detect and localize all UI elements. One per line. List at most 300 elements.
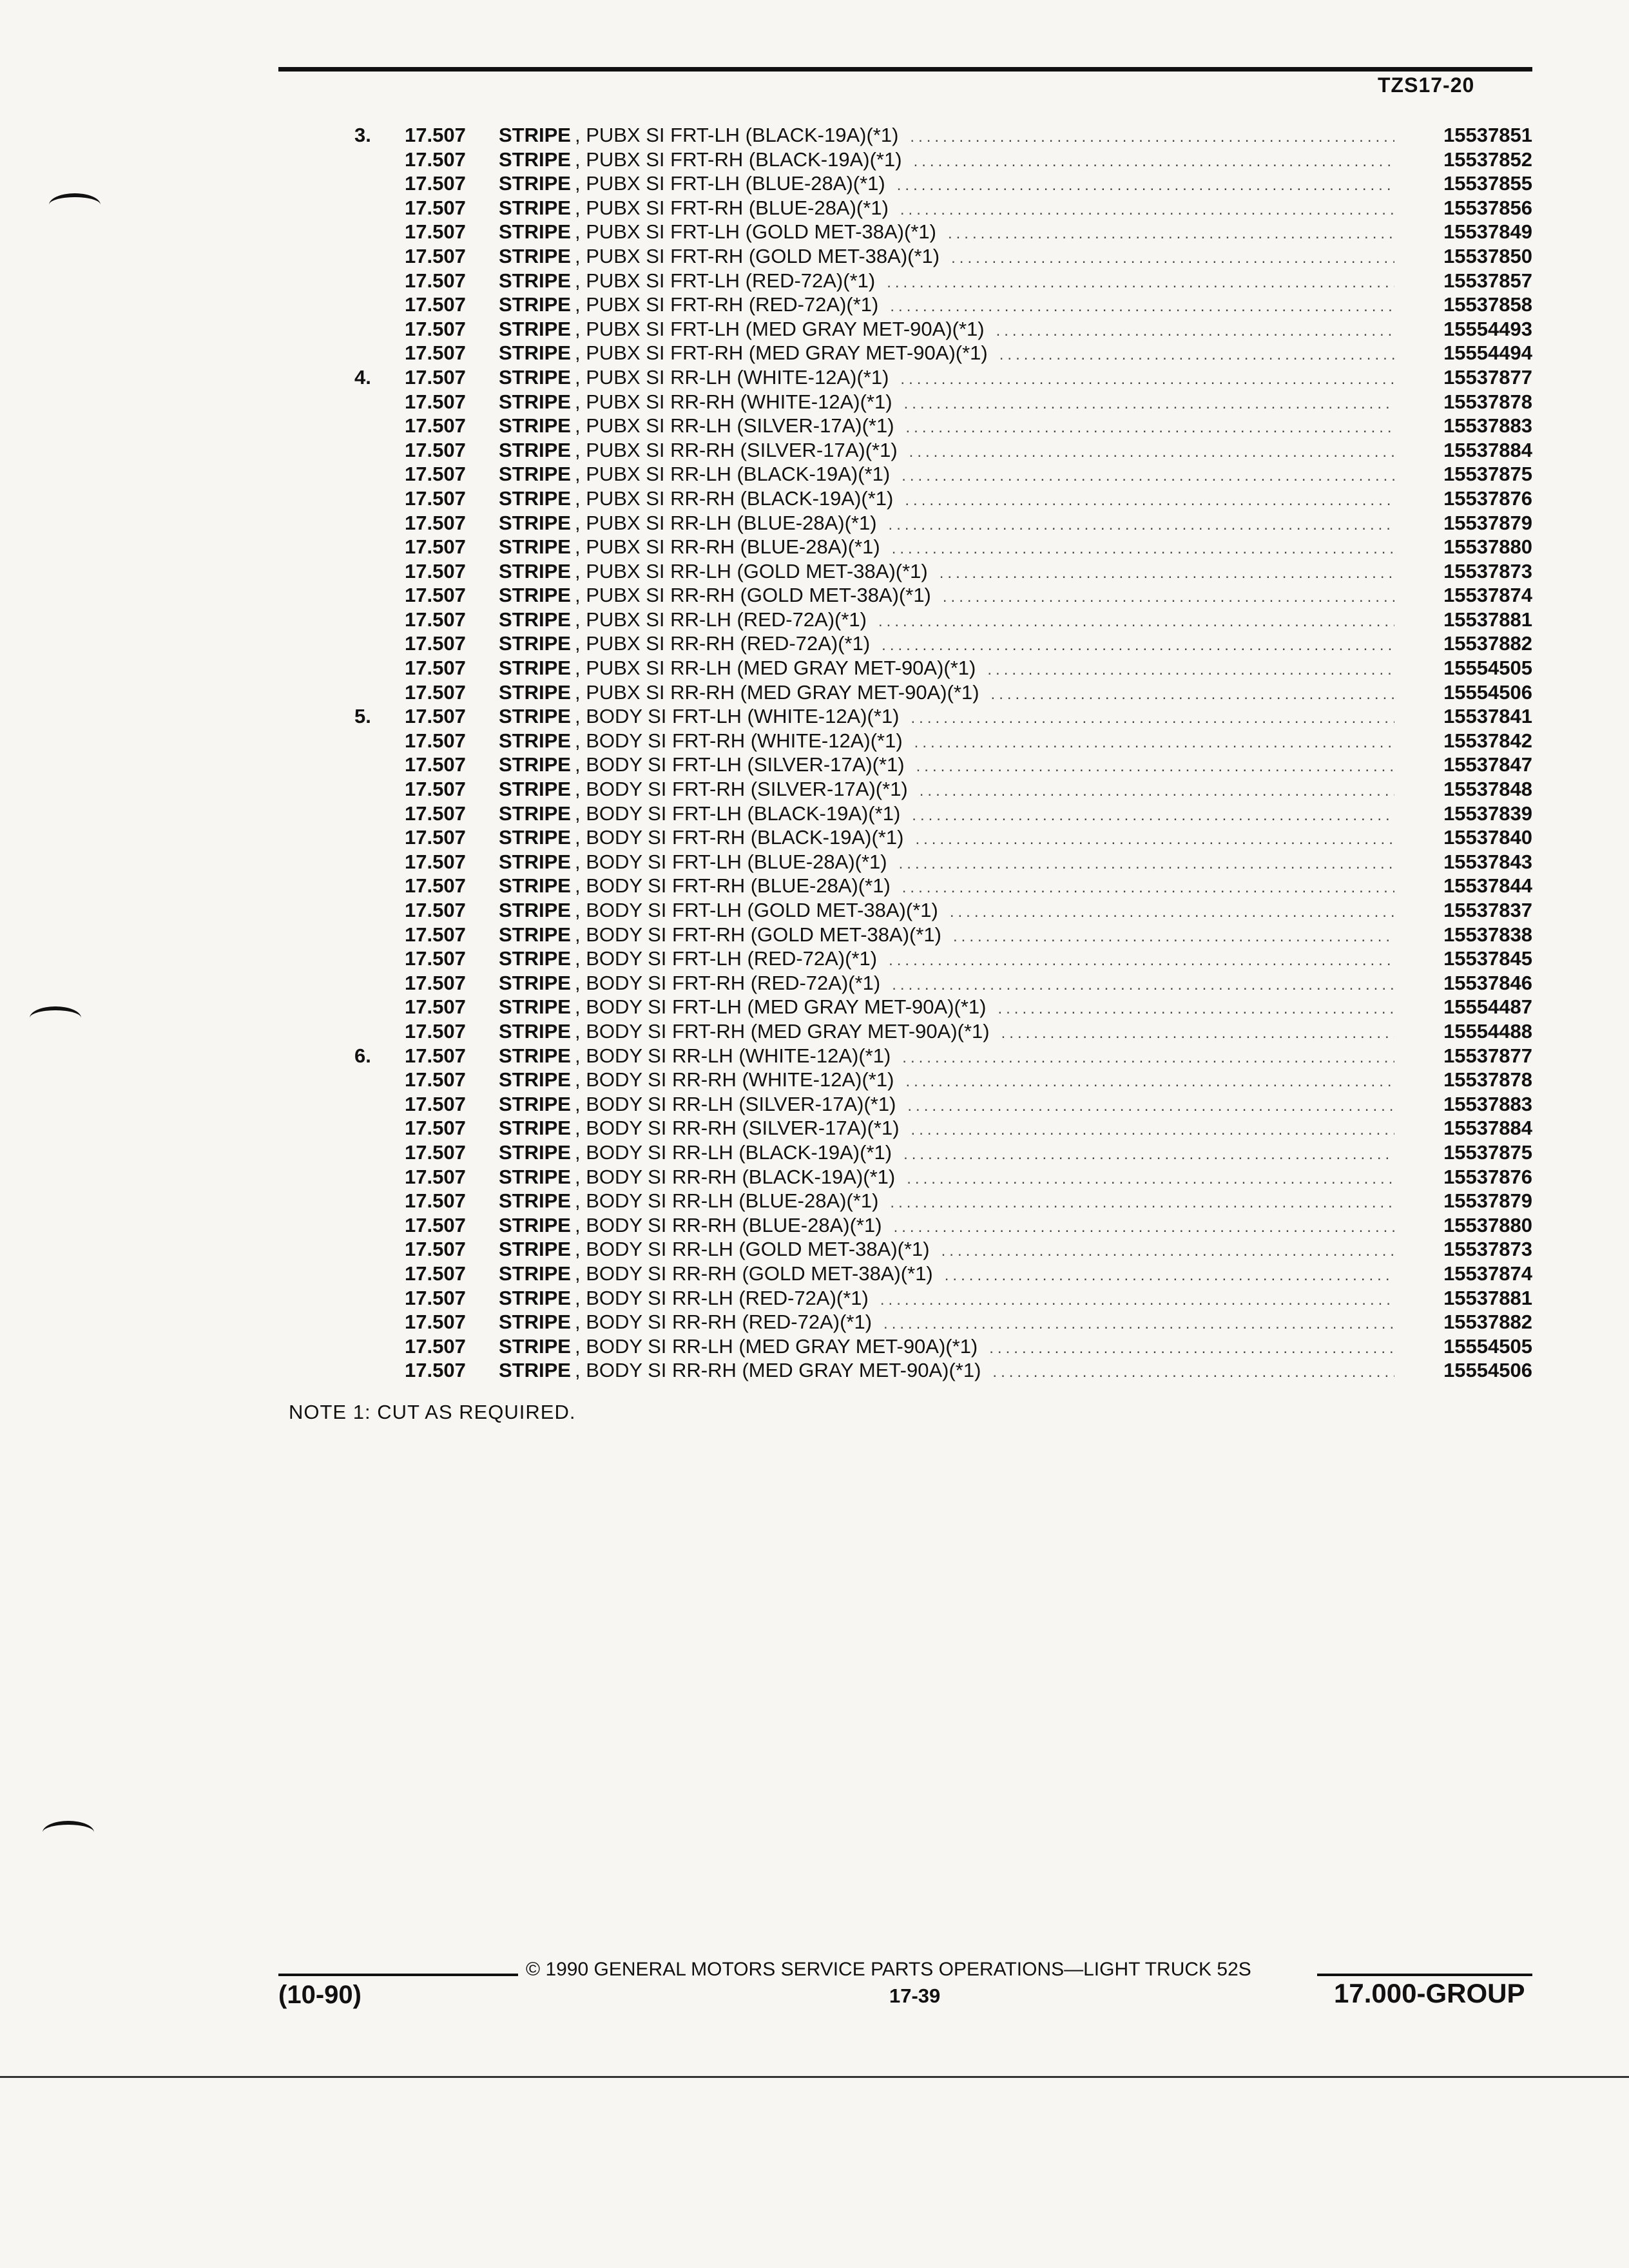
dot-leader [907,1097,1394,1115]
part-row [354,1044,1532,1069]
footer-rule-left [278,1974,518,1976]
part-name: STRIPE [499,1019,571,1043]
group-number: 17.507 [405,1311,466,1334]
part-name: STRIPE [499,778,571,801]
dot-leader [940,564,1394,582]
part-row [354,1335,1532,1360]
part-description: , BODY SI RR-LH (GOLD MET-38A)(*1) [574,1238,930,1261]
part-row [354,1311,1532,1335]
part-row [354,995,1532,1020]
dot-leader [914,734,1394,752]
part-description: , BODY SI FRT-RH (BLACK-19A)(*1) [574,826,904,849]
dot-leader [910,128,1394,146]
part-description: , BODY SI FRT-LH (SILVER-17A)(*1) [574,753,905,776]
part-name: STRIPE [499,923,571,946]
part-number: 15537875 [1443,1140,1532,1164]
part-row [354,1359,1532,1383]
part-description: , PUBX SI RR-RH (WHITE-12A)(*1) [574,390,892,413]
part-name: STRIPE [499,390,571,413]
part-name: STRIPE [499,1068,571,1091]
part-name: STRIPE [499,850,571,873]
dot-leader [901,467,1394,485]
part-row [354,753,1532,778]
part-number: 15537884 [1443,438,1532,461]
group-number: 17.507 [405,269,466,292]
dot-leader [897,177,1394,195]
part-description: , PUBX SI FRT-RH (MED GRAY MET-90A)(*1) [574,341,988,365]
dot-leader [882,637,1394,655]
part-row [354,632,1532,657]
part-description: , BODY SI FRT-LH (BLUE-28A)(*1) [574,850,887,873]
group-number: 17.507 [405,680,466,704]
group-number: 17.507 [405,1359,466,1382]
footer-copyright: © 1990 GENERAL MOTORS SERVICE PARTS OPERATIONS—LIGHT TRUCK 52S [526,1959,1251,1980]
part-description: , PUBX SI RR-LH (WHITE-12A)(*1) [574,365,889,389]
part-row [354,681,1532,706]
part-description: , PUBX SI FRT-LH (MED GRAY MET-90A)(*1) [574,317,985,340]
part-row [354,245,1532,269]
dot-leader [945,1267,1394,1285]
part-name: STRIPE [499,172,571,195]
part-name: STRIPE [499,486,571,510]
group-number: 17.507 [405,874,466,898]
part-name: STRIPE [499,196,571,219]
dot-leader [883,1315,1394,1333]
part-description: , PUBX SI FRT-RH (RED-72A)(*1) [574,293,879,316]
margin-mark [43,1821,94,1844]
group-number: 17.507 [405,341,466,365]
part-description: , BODY SI RR-LH (BLUE-28A)(*1) [574,1189,879,1213]
part-row [354,972,1532,996]
part-name: STRIPE [499,802,571,825]
dot-leader [907,1170,1394,1188]
group-number: 17.507 [405,802,466,825]
dot-leader [887,274,1394,292]
part-number: 15537855 [1443,172,1532,195]
part-name: STRIPE [499,124,571,146]
part-row [354,463,1532,487]
group-number: 17.507 [405,778,466,801]
part-row [354,366,1532,390]
part-description: , BODY SI FRT-LH (BLACK-19A)(*1) [574,802,901,825]
part-number: 15537881 [1443,608,1532,631]
part-row [354,1117,1532,1141]
part-row [354,535,1532,560]
figure-number: 5. [354,705,371,728]
part-description: , PUBX SI FRT-RH (GOLD MET-38A)(*1) [574,244,940,267]
group-number: 17.507 [405,1117,466,1140]
margin-mark [49,193,101,216]
part-row [354,293,1532,318]
part-number: 15537876 [1443,1165,1532,1188]
part-row [354,220,1532,245]
part-row [354,826,1532,850]
dot-leader [905,492,1394,510]
part-number: 15537873 [1443,1238,1532,1261]
part-name: STRIPE [499,463,571,486]
part-name: STRIPE [499,293,571,316]
part-row [354,657,1532,681]
footnote: NOTE 1: CUT AS REQUIRED. [289,1401,576,1423]
part-number: 15537874 [1443,1262,1532,1285]
group-number: 17.507 [405,657,466,680]
part-row [354,172,1532,197]
group-number: 17.507 [405,1213,466,1236]
part-description: , PUBX SI RR-RH (RED-72A)(*1) [574,632,871,655]
group-number: 17.507 [405,148,466,171]
part-description: , PUBX SI RR-RH (SILVER-17A)(*1) [574,438,898,461]
group-number: 17.507 [405,486,466,510]
part-number: 15537880 [1443,1213,1532,1236]
margin-mark [30,1006,81,1030]
part-number: 15537850 [1443,244,1532,267]
dot-leader [992,1363,1394,1381]
dot-leader [998,1000,1394,1018]
part-description: , PUBX SI RR-LH (SILVER-17A)(*1) [574,414,894,437]
group-number: 17.507 [405,1286,466,1309]
part-description: , PUBX SI FRT-LH (GOLD MET-38A)(*1) [574,220,936,244]
part-name: STRIPE [499,1262,571,1285]
part-row [354,584,1532,608]
group-number: 17.507 [405,463,466,486]
document-code: TZS17-20 [1378,73,1475,97]
part-row [354,439,1532,463]
dot-leader [920,782,1394,800]
part-description: , BODY SI RR-RH (BLUE-28A)(*1) [574,1213,882,1236]
part-row [354,197,1532,221]
part-row [354,729,1532,754]
part-number: 15537839 [1443,802,1532,825]
group-number: 17.507 [405,1165,466,1188]
part-row [354,1020,1532,1044]
group-number: 17.507 [405,1140,466,1164]
part-description: , BODY SI FRT-LH (GOLD MET-38A)(*1) [574,899,938,921]
dot-leader [902,879,1394,897]
part-name: STRIPE [499,1092,571,1115]
part-description: , PUBX SI RR-LH (RED-72A)(*1) [574,608,867,631]
dot-leader [999,346,1394,364]
part-number: 15537883 [1443,414,1532,437]
part-name: STRIPE [499,657,571,680]
part-description: , BODY SI FRT-LH (RED-72A)(*1) [574,947,878,970]
part-number: 15537879 [1443,511,1532,534]
dot-leader [903,1146,1394,1164]
part-description: , PUBX SI FRT-LH (RED-72A)(*1) [574,269,876,292]
part-name: STRIPE [499,1189,571,1213]
part-number: 15537848 [1443,778,1532,801]
part-description: , PUBX SI RR-RH (BLACK-19A)(*1) [574,486,894,510]
part-number: 15537838 [1443,923,1532,946]
part-description: , PUBX SI FRT-RH (BLACK-19A)(*1) [574,148,902,171]
dot-leader [894,1218,1394,1236]
part-name: STRIPE [499,826,571,849]
part-number: 15537878 [1443,390,1532,413]
part-row [354,390,1532,415]
part-description: , BODY SI FRT-LH (WHITE-12A)(*1) [574,705,900,728]
part-row [354,947,1532,972]
group-number: 17.507 [405,559,466,582]
part-number: 15537841 [1443,705,1532,728]
part-number: 15554488 [1443,1019,1532,1043]
part-description: , BODY SI RR-LH (BLACK-19A)(*1) [574,1140,892,1164]
part-number: 15554506 [1443,1359,1532,1382]
part-name: STRIPE [499,1334,571,1358]
part-row [354,124,1532,148]
dot-leader [916,758,1394,776]
part-description: , PUBX SI RR-RH (BLUE-28A)(*1) [574,535,880,559]
part-number: 15537884 [1443,1117,1532,1140]
part-name: STRIPE [499,705,571,728]
group-number: 17.507 [405,947,466,970]
group-number: 17.507 [405,390,466,413]
part-name: STRIPE [499,511,571,534]
dot-leader [950,903,1394,921]
group-number: 17.507 [405,1068,466,1091]
part-number: 15537846 [1443,971,1532,994]
dot-leader [911,1121,1394,1139]
part-number: 15554494 [1443,341,1532,365]
part-name: STRIPE [499,341,571,365]
part-row [354,1287,1532,1311]
group-number: 17.507 [405,584,466,607]
part-name: STRIPE [499,414,571,437]
dot-leader [909,443,1394,461]
part-description: , PUBX SI RR-LH (MED GRAY MET-90A)(*1) [574,657,976,680]
part-name: STRIPE [499,608,571,631]
part-description: , BODY SI FRT-RH (BLUE-28A)(*1) [574,874,891,898]
dot-leader [889,516,1394,534]
part-description: , BODY SI RR-LH (SILVER-17A)(*1) [574,1092,896,1115]
group-number: 17.507 [405,1334,466,1358]
part-name: STRIPE [499,1044,571,1067]
dot-leader [941,1242,1394,1260]
part-name: STRIPE [499,680,571,704]
part-number: 15554506 [1443,680,1532,704]
group-number: 17.507 [405,850,466,873]
group-number: 17.507 [405,124,466,146]
part-row [354,148,1532,173]
footer-rule-right [1317,1974,1532,1976]
part-number: 15537877 [1443,1044,1532,1067]
dot-leader [914,153,1394,171]
page-number: 17-39 [889,1984,941,2007]
group-number: 17.507 [405,608,466,631]
footer-date: (10-90) [278,1981,361,2009]
dot-leader [943,588,1394,606]
dot-leader [915,831,1394,849]
part-number: 15537876 [1443,486,1532,510]
part-description: , BODY SI FRT-LH (MED GRAY MET-90A)(*1) [574,995,987,1019]
part-name: STRIPE [499,148,571,171]
part-number: 15537844 [1443,874,1532,898]
part-description: , PUBX SI RR-RH (MED GRAY MET-90A)(*1) [574,680,979,704]
group-number: 17.507 [405,826,466,849]
part-name: STRIPE [499,1359,571,1382]
dot-leader [890,298,1394,316]
part-row [354,1214,1532,1238]
group-number: 17.507 [405,753,466,776]
part-name: STRIPE [499,729,571,752]
part-name: STRIPE [499,244,571,267]
group-number: 17.507 [405,293,466,316]
part-row [354,778,1532,802]
dot-leader [900,201,1394,219]
group-number: 17.507 [405,196,466,219]
part-number: 15537842 [1443,729,1532,752]
part-row [354,414,1532,439]
group-number: 17.507 [405,1262,466,1285]
group-number: 17.507 [405,220,466,244]
part-name: STRIPE [499,1117,571,1140]
dot-leader [892,540,1394,558]
part-row [354,1189,1532,1214]
part-row [354,608,1532,633]
part-row [354,487,1532,512]
group-number: 17.507 [405,899,466,921]
part-description: , PUBX SI FRT-LH (BLACK-19A)(*1) [574,124,899,146]
part-description: , BODY SI FRT-RH (MED GRAY MET-90A)(*1) [574,1019,990,1043]
group-number: 17.507 [405,535,466,559]
part-number: 15537856 [1443,196,1532,219]
group-number: 17.507 [405,923,466,946]
dot-leader [899,855,1394,873]
part-name: STRIPE [499,220,571,244]
part-row [354,269,1532,294]
dot-leader [889,952,1394,970]
part-row [354,802,1532,827]
part-description: , BODY SI RR-RH (GOLD MET-38A)(*1) [574,1262,933,1285]
dot-leader [948,225,1394,243]
group-number: 17.507 [405,729,466,752]
part-number: 15537880 [1443,535,1532,559]
group-number: 17.507 [405,1189,466,1213]
part-number: 15537879 [1443,1189,1532,1213]
group-number: 17.507 [405,1092,466,1115]
part-row [354,1068,1532,1093]
part-row [354,1238,1532,1262]
part-description: , BODY SI FRT-RH (RED-72A)(*1) [574,971,881,994]
part-name: STRIPE [499,1311,571,1334]
group-number: 17.507 [405,1238,466,1261]
part-number: 15537858 [1443,293,1532,316]
dot-leader [906,419,1394,437]
part-row [354,874,1532,899]
group-number: 17.507 [405,414,466,437]
part-row [354,899,1532,923]
part-number: 15537875 [1443,463,1532,486]
part-number: 15537843 [1443,850,1532,873]
part-number: 15554493 [1443,317,1532,340]
part-row [354,341,1532,366]
group-number: 17.507 [405,971,466,994]
group-number: 17.507 [405,244,466,267]
part-description: , BODY SI RR-RH (RED-72A)(*1) [574,1311,872,1334]
part-row [354,560,1532,584]
group-number: 17.507 [405,172,466,195]
parts-list [354,124,1532,1383]
part-name: STRIPE [499,753,571,776]
part-number: 15554505 [1443,1334,1532,1358]
dot-leader [904,395,1394,413]
part-row [354,705,1532,729]
part-number: 15537847 [1443,753,1532,776]
part-name: STRIPE [499,559,571,582]
part-name: STRIPE [499,365,571,389]
part-number: 15537851 [1443,124,1532,146]
part-description: , BODY SI FRT-RH (WHITE-12A)(*1) [574,729,903,752]
part-number: 15537878 [1443,1068,1532,1091]
part-description: , BODY SI RR-LH (WHITE-12A)(*1) [574,1044,891,1067]
part-row [354,1141,1532,1166]
part-row [354,1093,1532,1117]
part-number: 15537882 [1443,1311,1532,1334]
bottom-rule [0,2076,1629,2078]
part-description: , PUBX SI FRT-LH (BLUE-28A)(*1) [574,172,885,195]
part-row [354,850,1532,875]
part-number: 15537882 [1443,632,1532,655]
part-name: STRIPE [499,535,571,559]
part-number: 15537837 [1443,899,1532,921]
part-name: STRIPE [499,971,571,994]
dot-leader [905,1073,1394,1091]
part-description: , PUBX SI RR-LH (GOLD MET-38A)(*1) [574,559,928,582]
part-name: STRIPE [499,899,571,921]
part-row [354,512,1532,536]
part-description: , BODY SI RR-LH (RED-72A)(*1) [574,1286,869,1309]
part-description: , BODY SI RR-RH (SILVER-17A)(*1) [574,1117,900,1140]
group-number: 17.507 [405,1044,466,1067]
part-number: 15537857 [1443,269,1532,292]
dot-leader [911,709,1394,727]
dot-leader [953,928,1394,946]
dot-leader [987,661,1394,679]
dot-leader [912,807,1394,825]
figure-number: 6. [354,1044,371,1067]
dot-leader [900,370,1394,389]
part-name: STRIPE [499,584,571,607]
part-name: STRIPE [499,1165,571,1188]
part-description: , PUBX SI FRT-RH (BLUE-28A)(*1) [574,196,889,219]
part-description: , BODY SI FRT-RH (GOLD MET-38A)(*1) [574,923,941,946]
group-number: 17.507 [405,365,466,389]
footer-group: 17.000-GROUP [1334,1978,1525,2008]
part-number: 15537845 [1443,947,1532,970]
part-row [354,1166,1532,1190]
part-number: 15537881 [1443,1286,1532,1309]
part-description: , BODY SI RR-LH (MED GRAY MET-90A)(*1) [574,1334,978,1358]
part-name: STRIPE [499,874,571,898]
group-number: 17.507 [405,317,466,340]
part-number: 15537883 [1443,1092,1532,1115]
part-description: , BODY SI RR-RH (MED GRAY MET-90A)(*1) [574,1359,981,1382]
part-number: 15537849 [1443,220,1532,244]
part-number: 15537873 [1443,559,1532,582]
part-description: , PUBX SI RR-LH (BLUE-28A)(*1) [574,511,877,534]
dot-leader [880,1291,1394,1309]
part-description: , PUBX SI RR-RH (GOLD MET-38A)(*1) [574,584,931,607]
dot-leader [991,686,1394,704]
part-number: 15537877 [1443,365,1532,389]
part-name: STRIPE [499,1286,571,1309]
dot-leader [989,1340,1394,1358]
part-description: , BODY SI RR-RH (BLACK-19A)(*1) [574,1165,896,1188]
group-number: 17.507 [405,1019,466,1043]
group-number: 17.507 [405,438,466,461]
part-name: STRIPE [499,1238,571,1261]
figure-number: 4. [354,365,371,389]
top-rule [278,67,1532,72]
part-name: STRIPE [499,1213,571,1236]
